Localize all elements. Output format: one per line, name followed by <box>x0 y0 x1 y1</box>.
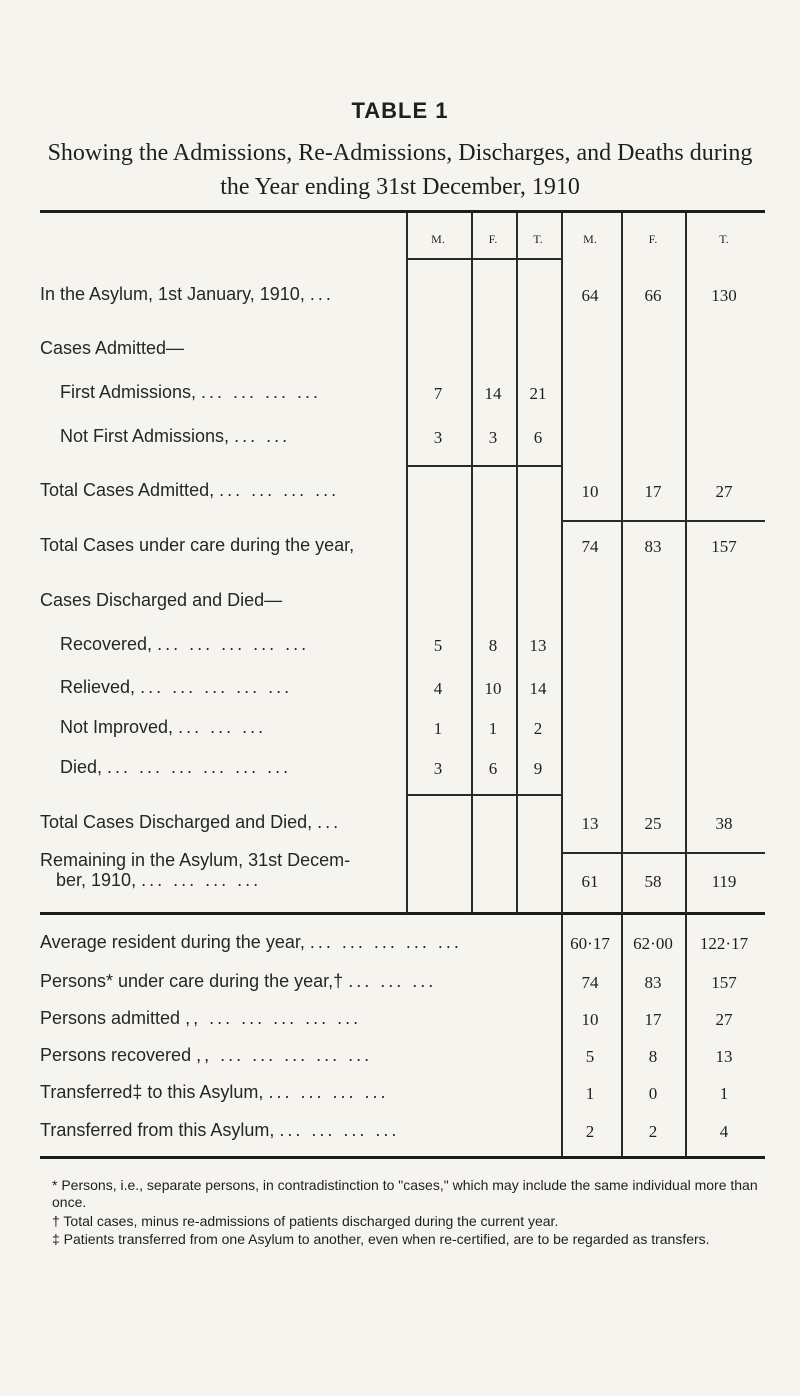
row-not-first-admissions-label: Not First Admissions, ... ... <box>60 426 291 446</box>
summary-transferred-from-t: 4 <box>719 1122 729 1141</box>
header-left-t: T. <box>533 232 543 246</box>
row-not-improved-left-t: 2 <box>533 719 543 738</box>
row-total-admitted-right-f: 17 <box>644 482 662 501</box>
row-died-label: Died, ... ... ... ... ... ... <box>60 757 292 777</box>
middle-rule <box>40 912 765 915</box>
row-discharged-heading: Cases Discharged and Died— <box>40 590 283 610</box>
col-rule-1 <box>406 213 408 913</box>
summary-persons-recovered-t: 13 <box>715 1047 733 1066</box>
summary-transferred-to-label: Transferred‡ to this Asylum, ... ... ... ... <box>40 1082 389 1102</box>
row-not-first-admissions-left-m: 3 <box>433 428 443 447</box>
summary-transferred-to-f: 0 <box>648 1084 658 1103</box>
row-in-asylum-right-m: 64 <box>581 286 599 305</box>
row-relieved-left-t: 14 <box>529 679 547 698</box>
summary-average-resident-m: 60·17 <box>570 934 610 953</box>
summary-persons-under-care-m: 74 <box>581 973 599 992</box>
row-not-first-admissions-left-f: 3 <box>488 428 498 447</box>
row-not-improved-left-m: 1 <box>433 719 443 738</box>
summary-persons-recovered-f: 8 <box>648 1047 658 1066</box>
header-underline-left <box>406 258 561 260</box>
header-right-m: M. <box>583 232 597 246</box>
row-recovered-left-f: 8 <box>488 636 498 655</box>
summary-average-resident-f: 62·00 <box>633 934 673 953</box>
row-remaining-right-m: 61 <box>581 872 599 891</box>
row-total-discharged-right-t: 38 <box>715 814 733 833</box>
row-relieved-left-f: 10 <box>484 679 502 698</box>
footnote-total-cases: † Total cases, minus re-admissions of patients discharged during the current year. <box>52 1213 559 1229</box>
summary-transferred-from-f: 2 <box>648 1122 658 1141</box>
row-relieved-left-m: 4 <box>433 679 443 698</box>
row-total-admitted-label: Total Cases Admitted, ... ... ... ... <box>40 480 340 500</box>
row-first-admissions-left-m: 7 <box>433 384 443 403</box>
row-relieved-label: Relieved, ... ... ... ... ... <box>60 677 293 697</box>
remaining-total-line <box>561 852 765 854</box>
row-not-improved-left-f: 1 <box>488 719 498 738</box>
row-under-care-right-f: 83 <box>644 537 662 556</box>
row-recovered-left-t: 13 <box>529 636 547 655</box>
row-under-care-label: Total Cases under care during the year, <box>40 535 355 555</box>
row-first-admissions-label: First Admissions, ... ... ... ... <box>60 382 322 402</box>
row-under-care-right-t: 157 <box>711 537 737 556</box>
summary-persons-under-care-t: 157 <box>711 973 737 992</box>
admitted-subtotal-line <box>406 465 561 467</box>
col-rule-4 <box>561 213 563 913</box>
row-cases-admitted-heading: Cases Admitted— <box>40 338 185 358</box>
row-total-discharged-right-f: 25 <box>644 814 662 833</box>
summary-transferred-from-label: Transferred from this Asylum, ... ... ... ... <box>40 1120 400 1140</box>
col-rule-5 <box>621 213 623 913</box>
row-recovered-left-m: 5 <box>433 636 443 655</box>
summary-persons-recovered-m: 5 <box>585 1047 595 1066</box>
summary-transferred-to-t: 1 <box>719 1084 729 1103</box>
summary-persons-admitted-t: 27 <box>715 1010 733 1029</box>
header-left-m: M. <box>431 232 445 246</box>
row-total-admitted-right-t: 27 <box>715 482 733 501</box>
summary-persons-recovered-label: Persons recovered ,, ... ... ... ... ... <box>40 1045 373 1065</box>
col-rule-6 <box>685 213 687 913</box>
footnote-transfers: ‡ Patients transferred from one Asylum to another, even when re-certified, are to be regarded as transfers. <box>52 1231 710 1247</box>
row-in-asylum-right-t: 130 <box>711 286 737 305</box>
discharged-subtotal-line <box>406 794 561 796</box>
header-right-t: T. <box>719 232 729 246</box>
top-rule <box>40 210 765 213</box>
summary-average-resident-t: 122·17 <box>699 934 749 953</box>
table-title: TABLE 1 <box>351 98 449 123</box>
footnote-persons: * Persons, i.e., separate persons, in contradistinction to "cases," which may include the same individual more than once. <box>52 1177 758 1210</box>
row-recovered-label: Recovered, ... ... ... ... ... <box>60 634 310 654</box>
row-total-discharged-right-m: 13 <box>581 814 599 833</box>
summary-col-rule-3 <box>685 915 687 1157</box>
col-rule-3 <box>516 213 518 913</box>
row-remaining-right-f: 58 <box>644 872 662 891</box>
row-in-asylum-right-f: 66 <box>644 286 662 305</box>
summary-persons-admitted-m: 10 <box>581 1010 599 1029</box>
table-subtitle: Showing the Admissions, Re-Admissions, Discharges, and Deaths during the Year ending 31st December, 1910 <box>47 140 753 200</box>
row-died-left-t: 9 <box>533 759 543 778</box>
row-remaining-label-line1: Remaining in the Asylum, 31st Decem- <box>40 850 351 870</box>
row-first-admissions-left-t: 21 <box>529 384 547 403</box>
bottom-rule <box>40 1156 765 1159</box>
row-died-left-m: 3 <box>433 759 443 778</box>
row-first-admissions-left-f: 14 <box>484 384 502 403</box>
summary-persons-under-care-f: 83 <box>644 973 662 992</box>
summary-transferred-to-m: 1 <box>585 1084 595 1103</box>
summary-transferred-from-m: 2 <box>585 1122 595 1141</box>
row-total-discharged-label: Total Cases Discharged and Died, ... <box>40 812 342 832</box>
summary-average-resident-label: Average resident during the year, ... ... ... ... ... <box>40 932 462 952</box>
col-rule-2 <box>471 213 473 913</box>
header-right-f: F. <box>648 232 658 246</box>
summary-persons-under-care-label: Persons* under care during the year,† ... ... ... <box>40 971 437 991</box>
under-care-total-line <box>561 520 765 522</box>
row-not-first-admissions-left-t: 6 <box>533 428 543 447</box>
row-under-care-right-m: 74 <box>581 537 599 556</box>
row-died-left-f: 6 <box>488 759 498 778</box>
header-left-f: F. <box>488 232 498 246</box>
row-remaining-right-t: 119 <box>711 872 737 891</box>
summary-persons-admitted-f: 17 <box>644 1010 662 1029</box>
row-not-improved-label: Not Improved, ... ... ... <box>60 717 267 737</box>
row-total-admitted-right-m: 10 <box>581 482 599 501</box>
row-remaining-label-line2: ber, 1910, ... ... ... ... <box>56 870 262 890</box>
row-in-asylum-label: In the Asylum, 1st January, 1910, ... <box>40 284 334 304</box>
summary-persons-admitted-label: Persons admitted ,, ... ... ... ... ... <box>40 1008 362 1028</box>
